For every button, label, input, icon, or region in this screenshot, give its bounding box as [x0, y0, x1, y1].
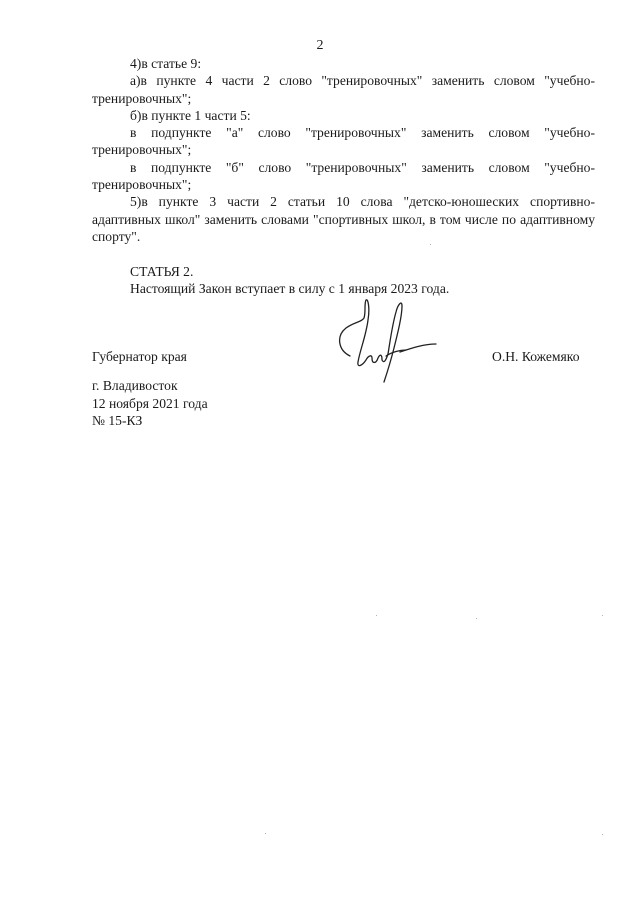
scan-speck [265, 833, 266, 834]
place-date-block [92, 377, 208, 430]
amendment-item: 4)в статье 9: [130, 56, 202, 71]
amendment-item: 5)в пункте 3 части 2 статьи 10 слова "детско-юношеских спортивно-адаптивных школ" заменить словами "спортивных школ, в том числе по адаптивному спорту". [92, 194, 595, 244]
page-number: 2 [316, 38, 324, 53]
scan-speck [602, 834, 603, 835]
scan-speck [430, 244, 431, 245]
amendment-item: в подпункте "б" слово "тренировочных" заменить словом "учебно-тренировочных"; [92, 159, 595, 193]
city: г. Владивосток [92, 378, 178, 393]
amendment-item: в подпункте "а" слово "тренировочных" заменить словом "учебно-тренировочных"; [92, 125, 595, 158]
scan-speck [476, 618, 477, 619]
governor-name: О.Н. Кожемяко [492, 349, 580, 364]
signature-row [92, 342, 595, 382]
handwritten-signature-icon [328, 292, 438, 387]
scan-speck [602, 615, 603, 616]
amendments-block [92, 55, 595, 245]
article-heading: СТАТЬЯ 2. [130, 264, 194, 279]
amendment-item: а)в пункте 4 части 2 слово "тренировочных" заменить словом "учебно-тренировочных"; [92, 73, 595, 106]
law-number: № 15-КЗ [92, 413, 143, 428]
signing-date: 12 ноября 2021 года [92, 395, 208, 411]
governor-title: Губернатор края [92, 349, 187, 364]
amendment-item: б)в пункте 1 части 5: [130, 107, 251, 123]
article-text: Настоящий Закон вступает в силу с 1 января 2023 года. [130, 281, 450, 297]
scan-speck [376, 615, 377, 616]
